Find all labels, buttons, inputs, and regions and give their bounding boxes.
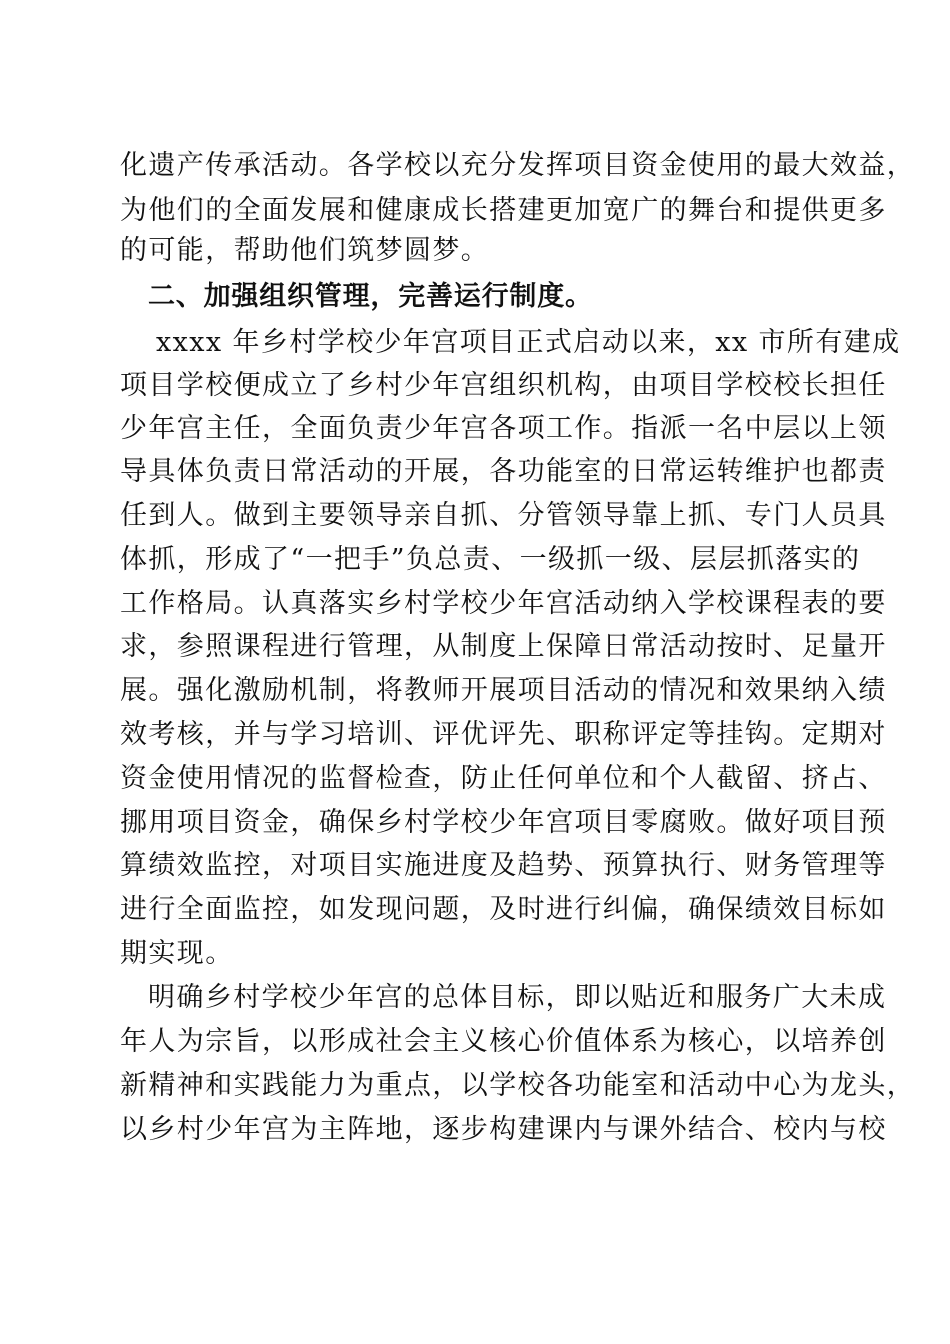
organization-line-4: 导具体负责日常活动的开展，各功能室的日常运转维护也都责 <box>120 456 887 487</box>
goals-line-2: 年人为宗旨，以形成社会主义核心价值体系为核心，以培养创 <box>120 1026 887 1057</box>
continuation-line-2: 为他们的全面发展和健康成长搭建更加宽广的舞台和提供更多 <box>120 195 887 226</box>
organization-line-14: 进行全面监控，如发现问题，及时进行纠偏，确保绩效目标如 <box>120 894 887 925</box>
organization-line-10: 效考核，并与学习培训、评优评先、职称评定等挂钩。定期对 <box>120 719 887 750</box>
organization-line-12: 挪用项目资金，确保乡村学校少年宫项目零腐败。做好项目预 <box>120 807 887 838</box>
organization-line-6: 体抓，形成了“一把手”负总责、一级抓一级、层层抓落实的 <box>120 544 861 575</box>
organization-line-11: 资金使用情况的监督检查，防止任何单位和个人截留、挤占、 <box>120 763 887 794</box>
goals-line-4: 以乡村少年宫为主阵地，逐步构建课内与课外结合、校内与校 <box>120 1114 887 1145</box>
organization-line-2: 项目学校便成立了乡村少年宫组织机构，由项目学校校长担任 <box>120 370 887 401</box>
goals-line-1: 明确乡村学校少年宫的总体目标，即以贴近和服务广大未成 <box>148 982 887 1013</box>
organization-line-13: 算绩效监控，对项目实施进度及趋势、预算执行、财务管理等 <box>120 850 887 881</box>
organization-line-15: 期实现。 <box>120 938 234 969</box>
organization-line-9: 展。强化激励机制，将教师开展项目活动的情况和效果纳入绩 <box>120 675 887 706</box>
organization-line-8: 求，参照课程进行管理，从制度上保障日常活动按时、足量开 <box>120 631 887 662</box>
organization-line-3: 少年宫主任，全面负责少年宫各项工作。指派一名中层以上领 <box>120 413 887 444</box>
goals-line-3: 新精神和实践能力为重点，以学校各功能室和活动中心为龙头， <box>120 1070 916 1101</box>
continuation-line-3: 的可能，帮助他们筑梦圆梦。 <box>120 235 490 266</box>
organization-line-1: xxxx 年乡村学校少年宫项目正式启动以来，xx 市所有建成 <box>156 327 901 358</box>
organization-line-7: 工作格局。认真落实乡村学校少年宫活动纳入学校课程表的要 <box>120 588 887 619</box>
section-heading: 二、加强组织管理，完善运行制度。 <box>148 281 593 312</box>
organization-line-5: 任到人。做到主要领导亲自抓、分管领导靠上抓、专门人员具 <box>120 500 887 531</box>
continuation-line-1: 化遗产传承活动。各学校以充分发挥项目资金使用的最大效益， <box>120 150 916 181</box>
